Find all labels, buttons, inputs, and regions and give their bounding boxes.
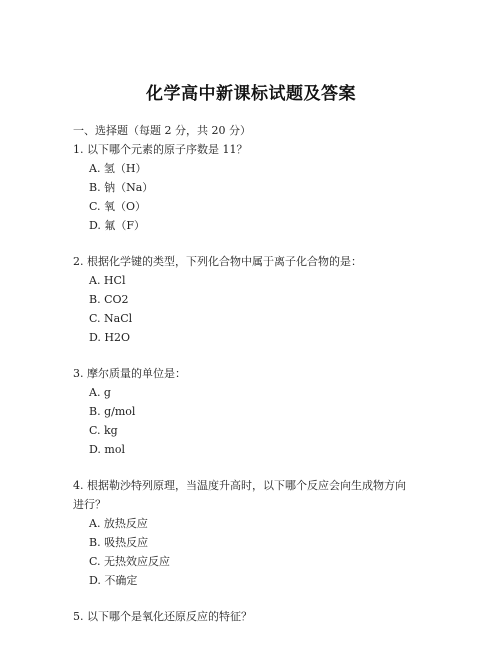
question-1-option-c: C. 氧（O） bbox=[89, 200, 147, 213]
section-heading: 一、选择题（每题 2 分，共 20 分） bbox=[73, 124, 251, 137]
question-1-option-a: A. 氢（H） bbox=[89, 162, 147, 175]
question-4-line-1: 4. 根据勒沙特列原理，当温度升高时，以下哪个反应会向生成物方向 bbox=[73, 479, 406, 492]
question-4-option-c: C. 无热效应反应 bbox=[89, 555, 171, 568]
document-title: 化学高中新课标试题及答案 bbox=[146, 84, 356, 104]
question-3-option-a: A. g bbox=[89, 386, 111, 399]
question-1-option-d: D. 氟（F） bbox=[89, 219, 146, 232]
question-3-option-d: D. mol bbox=[89, 443, 125, 456]
spacer bbox=[73, 347, 445, 364]
question-1-option-b: B. 钠（Na） bbox=[89, 181, 154, 194]
question-3-option-c: C. kg bbox=[89, 424, 118, 437]
question-4-option-d: D. 不确定 bbox=[89, 574, 138, 587]
spacer bbox=[73, 459, 445, 476]
question-2-option-c: C. NaCl bbox=[89, 312, 133, 325]
spacer bbox=[73, 235, 445, 252]
question-5: 5. 以下哪个是氧化还原反应的特征？ bbox=[73, 610, 252, 623]
question-3: 3. 摩尔质量的单位是： bbox=[73, 367, 186, 380]
question-2-option-d: D. H2O bbox=[89, 331, 131, 344]
question-4-line-2: 进行？ bbox=[73, 498, 106, 511]
question-2: 2. 根据化学键的类型，下列化合物中属于离子化合物的是： bbox=[73, 255, 362, 268]
question-4-option-a: A. 放热反应 bbox=[89, 517, 148, 530]
exam-content bbox=[73, 121, 445, 626]
question-4-option-b: B. 吸热反应 bbox=[89, 536, 149, 549]
question-3-option-b: B. g/mol bbox=[89, 405, 136, 418]
question-1: 1. 以下哪个元素的原子序数是 11？ bbox=[73, 143, 248, 156]
spacer bbox=[73, 590, 445, 607]
question-2-option-b: B. CO2 bbox=[89, 293, 129, 306]
question-2-option-a: A. HCl bbox=[89, 274, 126, 287]
